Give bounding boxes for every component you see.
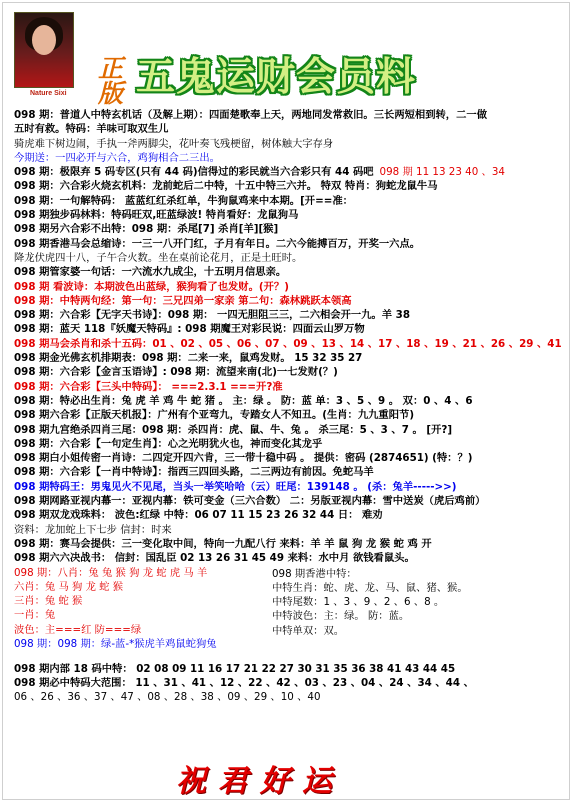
lines-line: 098 期：一句解特码： 蓝蓝红红杀红单，牛狗鼠鸡来中本期。[开==准：	[14, 194, 353, 207]
lines-line: 098 期九宫绝杀四肖三尾：098 期：杀四肖：虎、鼠、牛、兔 。 杀三尾：5 、3 、7 。 [开?]	[14, 423, 453, 436]
lines-line: 098 期独步码林料：特码旺双,旺蓝绿波! 特肖看好：龙鼠狗马	[14, 209, 299, 222]
left-box-line: 098 期：098 期：绿-蓝-*猴虎羊鸡鼠蛇狗兔	[14, 637, 217, 650]
lines-line: 骑虎难下树边闹，手执一斧两脚尖，花叶奏飞残梗留，树体触大字存身	[14, 137, 334, 150]
lines-line: 098 期另六合彩不出特：098 期：杀尾[7] 杀肖[羊][猴]	[14, 223, 279, 236]
left-box-line: 波色：主===红 防===绿	[14, 623, 142, 636]
lines-line: 098 期香港马会总缩诗：一三一八开门红，子月有年日。二六今能搏百万，开奖一六点。	[14, 237, 421, 250]
prediction-boxes	[14, 566, 562, 662]
left-box-line: 六肖：兔 马 狗 龙 蛇 猴	[14, 580, 124, 593]
lines-line: 098 期：普道人中特玄机话（及解上期）：四面楚歌奉上天，两地同发常救旧。三长两短相到转，二一做	[14, 109, 487, 121]
photo-caption: Nature Sixi	[30, 90, 67, 97]
right-box-line: 中特波色：主：绿。 防：蓝。	[272, 610, 410, 623]
left-box-line: 三肖：兔 蛇 猴	[14, 595, 83, 608]
portrait-photo	[14, 12, 74, 88]
lines-line: 098 期：六合彩【三头中特码】： ===2.3.1 ===开?准	[14, 380, 283, 393]
footer-wish: 祝君好运	[176, 764, 344, 799]
lines-line: 资料：龙加蛇上下七步 信封：时来	[14, 523, 172, 536]
lines-line: 098 期：特必出生肖：兔 虎 羊 鸡 牛 蛇 猪 。 主：绿 。 防：蓝 单：3 、5 、9 。 双：0 、4 、6	[14, 394, 473, 407]
lines-line: 098 期特码王：男鬼见火不见尾，当头一举笑哈哈（云）旺尾：139148 。 (杀：兔羊----->>)	[14, 480, 457, 493]
lines-line: 五时有救。特码：羊味可取双生儿	[14, 123, 169, 136]
lines-line: 098 期：六合彩【一句定生肖】：心之光明犹火也，神而变化其龙乎	[14, 437, 323, 450]
right-box-line: 098 期香港中特：	[272, 567, 357, 580]
hongkong-box	[272, 567, 468, 638]
left-box-line: 098 期：八肖：兔 兔 猴 狗 龙 蛇 虎 马 羊	[14, 566, 208, 579]
right-box-line: 中特生肖：蛇、虎、龙、马、鼠、猪、猴。	[272, 581, 468, 594]
lines-line: 098 期马会杀肖和杀十五码：01 、02 、05 、06 、07 、09 、13 、14 、17 、18 、19 、21 、26 、29 、41	[14, 337, 562, 350]
tail-line: 06 、26 、36 、37 、47 、08 、28 、38 、09 、29 、10 、40	[14, 691, 321, 704]
badge-zhengban: 正版	[98, 54, 124, 108]
header	[10, 10, 563, 106]
lines-line: 098 期：极限弃 5 码专区(只有 44 码)信得过的彩民就当六合彩只有 44 码吧 098 期 11 13 23 40 、34	[14, 166, 505, 179]
page-title: 五鬼运财会员料	[136, 55, 417, 100]
lines-line: 098 期：赛马会提供：三一变化取中间，特向一九配八行 来料：羊 羊 鼠 狗 龙 猴 蛇 鸡 开	[14, 537, 432, 550]
zodiac-box	[14, 566, 274, 652]
lines-line: 098 期：中特两句经：第一句：三兄四弟一家亲 第二句：森林跳跃本领高	[14, 294, 352, 307]
lines-line: 098 期六六决战书： 信封：国乱臣 02 13 26 31 45 49 来料：水中月 欲钱看鼠头。	[14, 552, 415, 565]
lines-line: 098 期：蓝天 118『妖魔天特码』: 098 期魔王对彩民说：四面云山罗万物	[14, 323, 365, 336]
right-box-line: 中特单双：双。	[272, 624, 345, 637]
right-box-line: 中特尾数：1 、3 、9 、2 、6 、8 。	[272, 596, 445, 609]
lines-line: 098 期双龙戏珠料： 波色:红绿 中特：06 07 11 15 23 26 32 44 日： 难劝	[14, 509, 383, 522]
left-box-line: 一肖：兔	[14, 609, 56, 622]
lines-line: 098 期：六合彩【一肖中特诗】：指西三四回头路，二三两边有前因。免蛇马羊	[14, 466, 374, 479]
kill-number-list: 098 期 11 13 23 40 、34	[379, 166, 505, 179]
lines-line: 098 期白小姐传密一肖诗：二四定开四六肯，三一带十稳中码 。 提供：密码 (2874651) (特：？)	[14, 452, 473, 465]
lines-line: 098 期网路亚视内幕一：亚视内幕：铁可变金（三六合数） 二：另版亚视内幕：雪中送炭（虎后鸡前）	[14, 495, 486, 508]
content-area	[14, 108, 562, 704]
lines-line: 098 期：六合彩火烧玄机料：龙前蛇后二中特，十五中特三六并。 特双 特肖：狗蛇龙鼠牛马	[14, 180, 438, 193]
tail-line: 098 期必中特码大范围： 11 、31 、41 、12 、22 、42 、03 、23 、04 、24 、34 、44 、	[14, 676, 474, 689]
lines-line: 降龙伏虎四十八，子午合火数。坐在桌前论花月，正是土旺时。	[14, 251, 303, 264]
lines-line: 098 期六合彩【正版天机报】：广州有个亚弯九，专踏女人不知丑。(生肖：九九重阳节)	[14, 409, 415, 422]
lines-line: 今期送：一四必开与六合，鸡狗相合二三出。	[14, 151, 220, 164]
lines-line: 098 期管家婆一句话：一六流水九成尘，十五明月信思亲。	[14, 266, 287, 279]
tail-line: 098 期内部 18 码中特： 02 08 09 11 16 17 21 22 27 30 31 35 36 38 41 43 44 45	[14, 662, 456, 675]
lines-line: 098 期 看波诗：本期波色出蓝绿，猴狗看了也发财。(开？)	[14, 280, 289, 293]
lines-line: 098 期金光佛玄机排期表：098 期：二来一来，鼠鸡发财。 15 32 35 27	[14, 352, 363, 365]
lines-line: 098 期：六合彩【无字天书诗】：098 期： 一四无胆阻三三，二六相会开一九。羊 38	[14, 309, 411, 322]
lines-line: 098 期：六合彩【金言玉语诗】: 098 期：流望来南(北)一七发财(？)	[14, 366, 338, 379]
